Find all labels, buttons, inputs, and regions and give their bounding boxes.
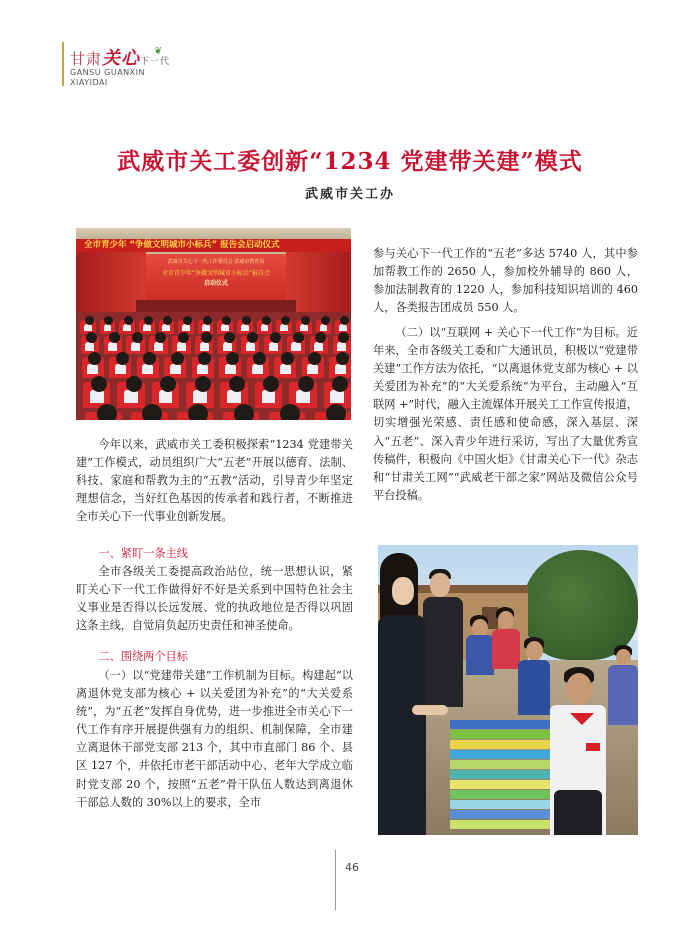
child-head (498, 611, 514, 629)
child-head (526, 641, 543, 661)
man-head (430, 573, 450, 597)
woman-face (392, 577, 414, 605)
student-shirt (300, 324, 308, 331)
section2-heading: 二、围绕两个目标 (98, 650, 188, 663)
logo-cn-main: 关心 (102, 48, 141, 69)
student-head (126, 376, 142, 392)
student-shirt (159, 390, 173, 403)
book (450, 810, 550, 819)
student-shirt (296, 390, 310, 403)
student-shirt (85, 342, 94, 351)
student-shirt (182, 324, 190, 331)
student-head (326, 404, 346, 420)
student-shirt (143, 324, 151, 331)
student-head (234, 404, 254, 420)
book (450, 780, 550, 789)
masthead-logo (62, 42, 202, 92)
student-shirt (262, 390, 276, 403)
student-head (321, 316, 330, 325)
student-head (280, 404, 300, 420)
article-byline: 武威市关工办 (304, 187, 395, 202)
stage-line3: 启动仪式 (203, 280, 228, 287)
book (450, 750, 550, 759)
student-shirt (339, 324, 347, 331)
child-body (518, 660, 550, 715)
boy-pants (554, 790, 602, 835)
page-number: 46 (345, 861, 359, 874)
student-head (262, 316, 271, 325)
sprout-icon: ❦ (154, 46, 163, 57)
book-stack (450, 720, 550, 835)
child-body (466, 635, 494, 675)
student-head (188, 404, 208, 420)
book (450, 740, 550, 749)
student-shirt (314, 342, 323, 351)
logo-en-line1: GANSU GUANXIN (70, 68, 145, 77)
student-shirt (193, 390, 207, 403)
child-head (616, 649, 631, 666)
student-head (229, 376, 245, 392)
intro-paragraph: 今年以来，武威市关工委积极探索“1234 党建带关建”工作模式，动员组织广大“五老”开展以德育、法制、科技、家庭和帮教为主的“五教”活动，引导青少年坚定理想信念，当好红色基因的传承者和践行者，不断推进全市关心下一代事业创新发展。 (76, 438, 353, 524)
student-shirt (170, 364, 181, 374)
student-shirt (246, 342, 255, 351)
child-body (492, 629, 520, 669)
chest-badge (586, 743, 600, 751)
logo-cn-prefix: 甘肃 (70, 50, 103, 68)
logo-en-line2: XIAYIDAI (70, 78, 108, 87)
meeting-photo (76, 228, 351, 420)
student-shirt (124, 390, 138, 403)
book (450, 820, 550, 829)
book (450, 770, 550, 779)
section1-paragraph: 全市各级关工委提高政治站位，统一思想认识，紧盯关心下一代工作做得好不好是关系到中国特色社会主义事业是否得以长远发展、党的执政地位是否得以巩固这条主线，自觉肩负起历史责任和神圣使命。 (76, 565, 353, 633)
student-shirt (335, 364, 346, 374)
student-head (195, 376, 211, 392)
woman-arm (412, 705, 448, 715)
student-head (281, 352, 294, 365)
student-shirt (291, 342, 300, 351)
student-shirt (177, 342, 186, 351)
student-head (203, 316, 212, 325)
section2-paragraph2: （二）以“互联网 + 关心下一代工作”为目标。近年来，全市各级关工委和广大通讯员，积极以“党建带关建”工作方法为依托，“以离退休党支部为核心 + 以关爱团为补充”的“大关爱系统”为平台，主动融入“互联网 +”时代，融入主流媒体开展关工工作宣传报道，切实增强光荣感、责任感和使命感，深入基层、深入“五老”、深入青少年进行采访，写出了大量优秀宣传稿件，积极向《中国火炬》《甘肃关心下一代》杂志和“甘肃关工网”“武威老干部之家”网站及微信公众号平台投稿。 (373, 326, 638, 502)
book (450, 800, 550, 809)
student-shirt (90, 390, 104, 403)
logo-cn-suffix: 下一代 (140, 57, 171, 67)
article-title: 武威市关工委创新“1234 党建带关建”模式 (117, 148, 583, 175)
book (450, 730, 550, 739)
student-shirt (115, 364, 126, 374)
student-shirt (154, 342, 163, 351)
student-shirt (202, 324, 210, 331)
student-shirt (84, 324, 92, 331)
student-head (201, 332, 212, 343)
student-shirt (252, 364, 263, 374)
photo-banner: 全市青少年 “争做文明城市小标兵” 报告会启动仪式 (76, 239, 351, 252)
book (450, 790, 550, 799)
footer-divider (335, 850, 336, 910)
child-body (608, 665, 638, 725)
student-shirt (227, 390, 241, 403)
student-shirt (261, 324, 269, 331)
student-shirt (307, 364, 318, 374)
student-head (144, 316, 153, 325)
student-shirt (123, 324, 131, 331)
student-head (183, 316, 192, 325)
student-head (85, 316, 94, 325)
student-shirt (320, 324, 328, 331)
donation-photo (378, 545, 638, 835)
student-shirt (200, 342, 209, 351)
student-head (116, 352, 129, 365)
student-shirt (197, 364, 208, 374)
student-head (155, 332, 166, 343)
student-head (270, 332, 281, 343)
student-head (242, 316, 251, 325)
woman-body (378, 615, 426, 835)
student-shirt (280, 324, 288, 331)
masthead-divider (62, 42, 64, 86)
student-shirt (225, 364, 236, 374)
student-shirt (87, 364, 98, 374)
section1-heading: 一、紧盯一条主线 (98, 547, 188, 560)
student-head (301, 316, 310, 325)
section2-paragraph1-left: （一）以“党建带关建”工作机制为目标。构建起“以离退休党支部为核心 + 以关爱团为补充”的“大关爱系统”，为“五老”发挥自身优势，进一步推进全市关心下一代工作有序开展提供强有力的组织、机制保障，全市建立离退休干部党支部 213 个，其中市直部门 86 个、县区 127 个，并依托市老干部活动中心、老年大学成立临时党支部 20 个，按照“五老”骨干队伍人数达到离退休干部总人数的 30%以上的要求，全市 (76, 669, 353, 809)
stage-line2: 全市青少年“争做文明城市小标兵”报告会 (161, 270, 271, 277)
stage-line1: 武威市关心下一代工作委员会 武威市教育局 (167, 259, 265, 265)
boy-head (566, 673, 592, 705)
student-head (298, 376, 314, 392)
student-head (171, 352, 184, 365)
student-shirt (337, 342, 346, 351)
student-head (224, 332, 235, 343)
student-head (293, 332, 304, 343)
student-shirt (241, 324, 249, 331)
student-shirt (131, 342, 140, 351)
stage-backdrop (146, 254, 286, 304)
student-head (142, 404, 162, 420)
student-shirt (330, 390, 344, 403)
student-shirt (142, 364, 153, 374)
student-shirt (104, 324, 112, 331)
student-shirt (108, 342, 117, 351)
student-shirt (221, 324, 229, 331)
student-shirt (280, 364, 291, 374)
student-head (97, 404, 117, 420)
student-shirt (269, 342, 278, 351)
student-shirt (162, 324, 170, 331)
student-head (247, 332, 258, 343)
student-shirt (223, 342, 232, 351)
student-head (336, 352, 349, 365)
book (450, 760, 550, 769)
section2-paragraph1-right: 参与关心下一代工作的“五老”多达 5740 人，其中参加帮教工作的 2650 人，参加校外辅导的 860 人，参加法制教育的 1220 人，参加科技知识培训的 460 人，各类报告团成员 550 人。 (373, 247, 638, 315)
man-body (423, 597, 463, 707)
student-head (332, 376, 348, 392)
podium-table (136, 300, 296, 312)
student-head (226, 352, 239, 365)
student-head (178, 332, 189, 343)
book (450, 720, 550, 729)
